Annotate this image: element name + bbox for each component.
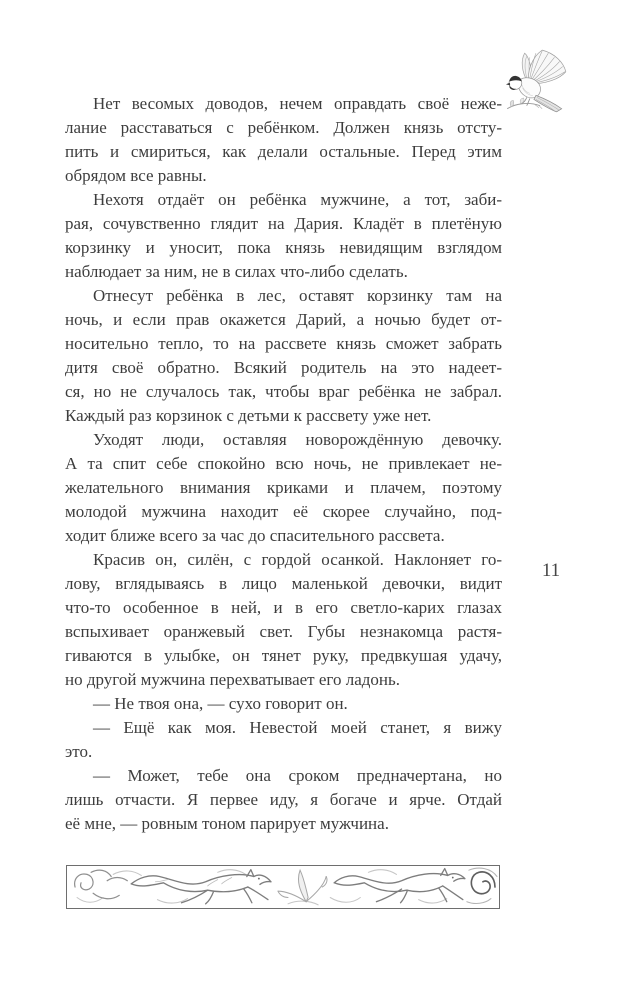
text-line: молодой мужчина находит её скорее случайно, под- [65, 502, 502, 521]
fox-frieze-illustration [66, 865, 500, 909]
page-number: 11 [541, 560, 561, 581]
text-line: — Ещё как моя. Невестой моей станет, я вижу [93, 718, 502, 737]
text-line: Красив он, силён, с гордой осанкой. Наклоняет го- [93, 550, 502, 569]
text-line: ся, но не случалось так, чтобы враг ребёнка не забрал. [65, 382, 502, 401]
text-line: Нет весомых доводов, нечем оправдать своё неже- [93, 94, 502, 113]
text-line: это. [65, 742, 93, 761]
text-line: её мне, — ровным тоном парирует мужчина. [65, 814, 389, 833]
text-line: желательного внимания криками и плачем, поэтому [65, 478, 502, 497]
text-line: рая, сочувственно глядит на Дария. Кладёт в плетёную [65, 214, 502, 233]
text-line: Отнесут ребёнка в лес, оставят корзинку там на [93, 286, 502, 305]
text-line: гиваются в улыбке, он тянет руку, предвкушая удачу, [65, 646, 502, 665]
text-line: обрядом все равны. [65, 166, 207, 185]
text-line: Каждый раз корзинок с детьми к рассвету уже нет. [65, 406, 432, 425]
text-line: А та спит себе спокойно всю ночь, не привлекает не- [65, 454, 502, 473]
text-line: Уходят люди, оставляя новорождённую девочку. [93, 430, 502, 449]
text-line: — Может, тебе она сроком предначертана, но [93, 766, 502, 785]
text-line: Нехотя отдаёт он ребёнка мужчине, а тот, заби- [93, 190, 502, 209]
text-line: вспыхивает оранжевый свет. Губы незнакомца растя- [65, 622, 502, 641]
text-line: но другой мужчина перехватывает его ладонь. [65, 670, 400, 689]
text-line: ночь, и если прав окажется Дарий, а ночью будет от- [65, 310, 502, 329]
bird-illustration-icon [501, 47, 573, 117]
text-block [65, 92, 502, 836]
text-line: лание расставаться с ребёнком. Должен князь отсту- [65, 118, 502, 137]
text-line: наблюдает за ним, не в силах что-либо сделать. [65, 262, 408, 281]
text-line: дитя своё обратно. Всякий родитель на это надеет- [65, 358, 502, 377]
text-line: корзинку и уносит, пока князь невидящим взглядом [65, 238, 502, 257]
text-line: ходит ближе всего за час до спасительного рассвета. [65, 526, 445, 545]
text-line: лову, вглядываясь в лицо маленькой девочки, видит [65, 574, 502, 593]
text-line: лишь отчасти. Я первее иду, я богаче и ярче. Отдай [65, 790, 502, 809]
text-line: пить и смириться, как делали остальные. Перед этим [65, 142, 502, 161]
text-line: что-то особенное в ней, и в его светло-карих глазах [65, 598, 502, 617]
text-line: — Не твоя она, — сухо говорит он. [93, 694, 348, 713]
text-line: носительно тепло, то на рассвете князь сможет забрать [65, 334, 502, 353]
